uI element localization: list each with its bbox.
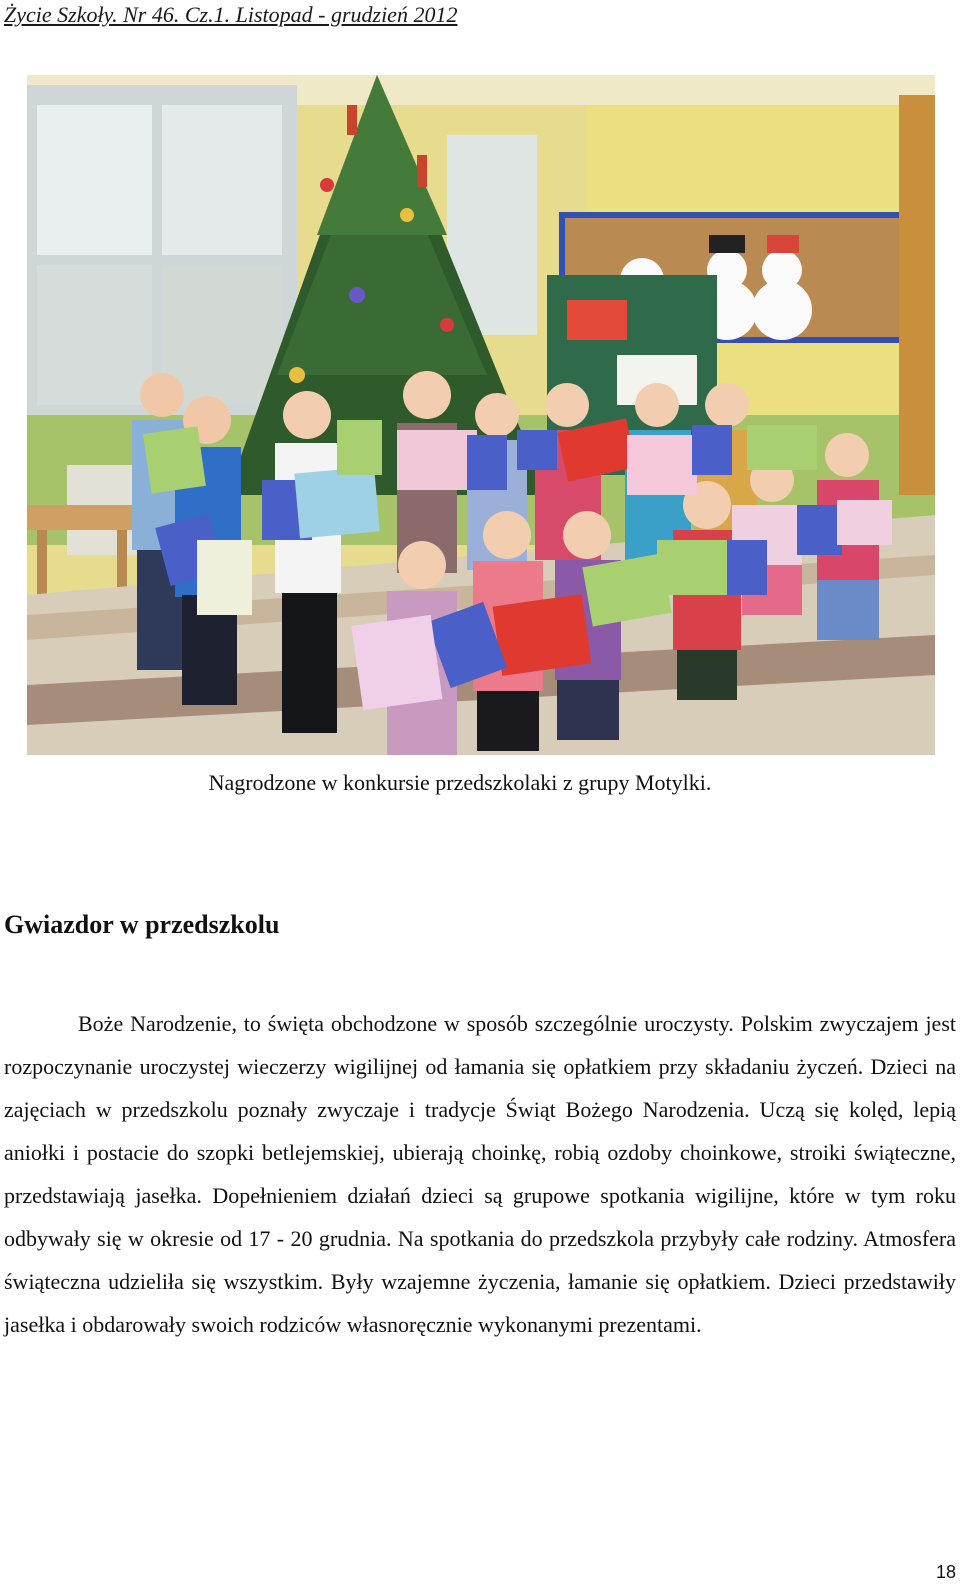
group-photo: [27, 75, 935, 755]
article-title: Gwiazdor w przedszkolu: [4, 910, 280, 939]
article-paragraph: Boże Narodzenie, to święta obchodzone w sposób szczególnie uroczysty. Polskim zwyczajem jest rozpoczynanie uroczystej wieczerzy wigilijnej od łamania się opłatkiem przy składaniu życzeń. Dzieci na zajęciach w przedszkolu poznały zwyczaje i tradycje Świąt Bożego Narodzenia. Uczą się kolęd, lepią aniołki i postacie do szopki betlejemskiej, ubierają choinkę, robią ozdoby choinkowe, stroiki świąteczne, przedstawiają jasełka. Dopełnieniem działań dzieci są grupowe spotkania wigilijne, które w tym roku odbywały się w okresie od 17 - 20 grudnia. Na spotkania do przedszkola przybyły całe rodziny. Atmosfera świąteczna udzieliła się wszystkim. Były wzajemne życzenia, łamanie się opłatkiem. Dzieci przedstawiły jasełka i obdarowały swoich rodziców własnoręcznie wykonanymi prezentami.: [4, 1011, 956, 1337]
running-header: Życie Szkoły. Nr 46. Cz.1. Listopad - grudzień 2012: [4, 2, 458, 27]
page-number: 18: [935, 1562, 956, 1582]
photo-caption: Nagrodzone w konkursie przedszkolaki z grupy Motylki.: [208, 770, 712, 795]
